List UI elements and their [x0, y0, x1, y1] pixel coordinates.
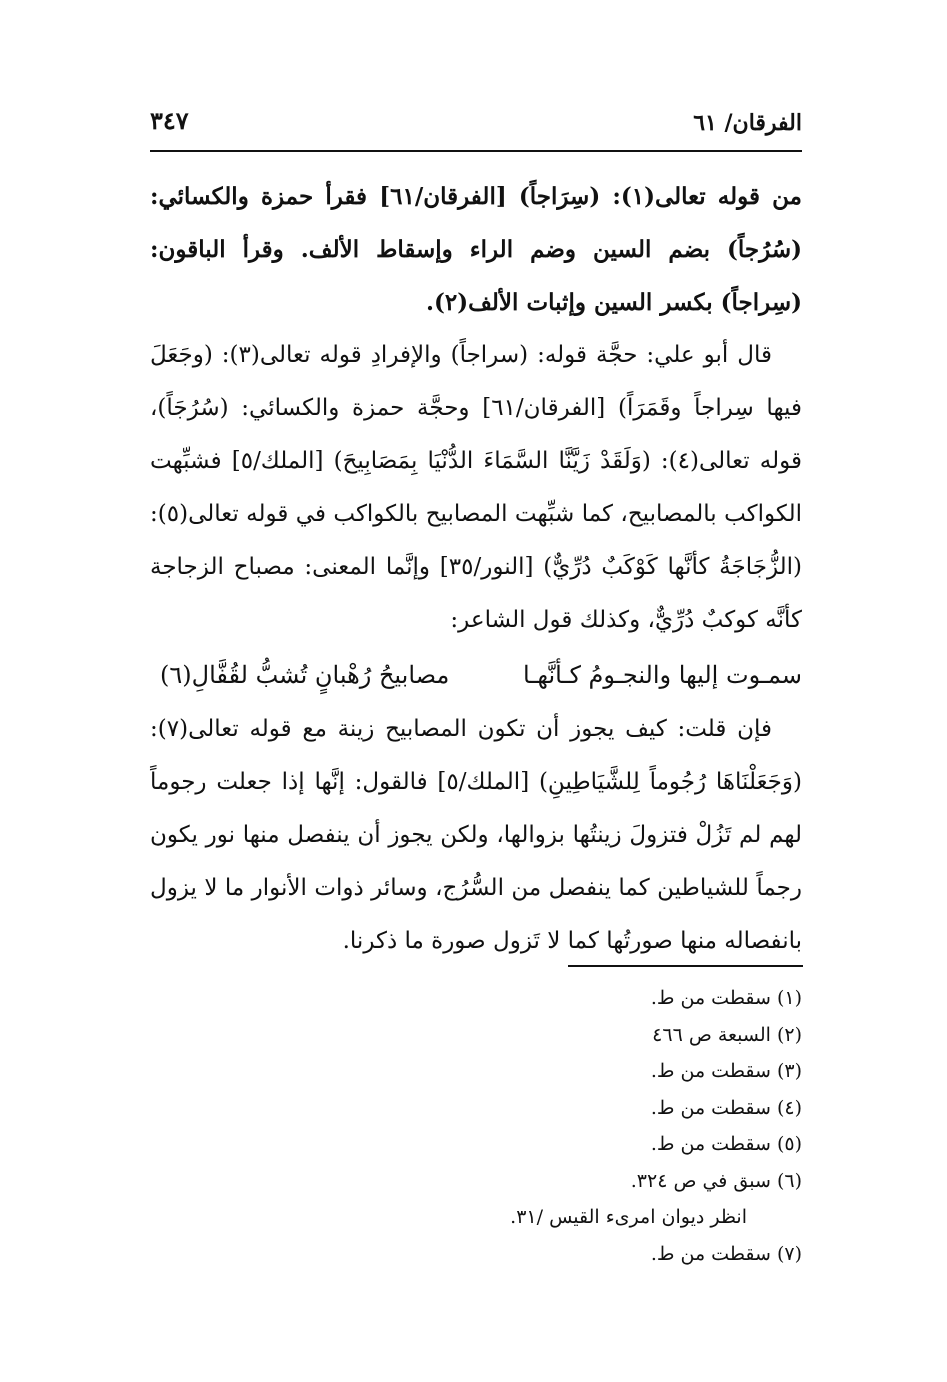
footnote-item [202, 1090, 802, 1127]
paragraph-argument: قال أبو علي: حجَّة قوله: (سراجاً) والإفرادِ قوله تعالى(٣): (وجَعَلَ فيها سِراجاً وقَمَرَاً) [الفرقان/٦١] وحجَّة حمزة والكسائي: (سُرُجَاً)، قوله تعالى(٤): (وَلَقَدْ زَيَّنَّا السَّمَاءَ الدُّنْيَا بِمَصَابِيحَ) [الملك/٥] فشبِّهت الكواكب بالمصابيح، كما شبِّهت المصابيح بالكواكب في قوله تعالى(٥): (الزُّجَاجَةُ كأنَّها كَوْكَبٌ دُرِّيٌّ) [النور/٣٥] وإنَّما المعنى: مصباح الزجاجة كأنَّه كوكبٌ دُرِّيٌّ، وكذلك قول الشاعر: [150, 342, 802, 633]
verse-first-hemistich: سمـوت إليها والنجـومُ كـأنَّهـا [523, 661, 802, 689]
running-head: الفرقان/ ٦١ [693, 110, 802, 136]
footnote-continuation [202, 1199, 802, 1236]
footnote-text: سقطت من ط. [650, 1096, 771, 1119]
footnote-item [202, 980, 802, 1017]
footnote-mark: (٦) [776, 1169, 802, 1192]
footnote-text: انظر ديوان امرىء القيس /٣١. [510, 1206, 747, 1228]
footnote-text: سقطت من ط. [650, 1133, 771, 1155]
footnote-text: السبعة ص ٤٦٦ [652, 1023, 771, 1046]
footnote-text: سقطت من ط. [650, 987, 771, 1009]
main-text [150, 170, 802, 968]
footnote-mark: (٣) [776, 1060, 802, 1082]
footnote-item [202, 1163, 802, 1200]
footnote-item [202, 1126, 802, 1163]
footnote-mark: (١) [776, 987, 802, 1009]
footnote-text: سقطت من ط. [650, 1060, 771, 1082]
footnote-text: سقطت من ط. [650, 1242, 771, 1265]
footnote-item [202, 1017, 802, 1054]
footnote-mark: (٤) [776, 1096, 802, 1119]
footnote-mark: (٧) [776, 1242, 802, 1265]
footnote-rule [568, 965, 803, 967]
poem-verse [150, 647, 802, 703]
footnote-item [202, 1236, 802, 1273]
page-header [150, 102, 802, 142]
paragraph-question: فإن قلت: كيف يجوز أن تكون المصابيح زينة مع قوله تعالى(٧): (وَجَعَلْنَاهَا رُجُوماً لِلشَّيَاطِينِ) [الملك/٥] فالقول: إنَّها إذا جعلت رجوماً لهم لم تَزُلْ فتزولَ زينتُها بزوالها، ولكن يجوز أن ينفصل منها نور يكون رجماً للشياطين كما ينفصل من السُّرُج، وسائر ذوات الأنوار ما لا يزول بانفصاله منها صورتُها كما لا تَزول صورة ما ذكرنا. [150, 716, 802, 954]
verse-second-hemistich: مصابيحُ رُهْبانٍ تُشبُّ لقُفَّالِ(٦) [160, 661, 450, 689]
paragraph-reading-variants: من قوله تعالى(١): (سِرَاجاً) [الفرقان/٦١] فقرأ حمزة والكسائي: (سُرُجاً) بضم السين وضم الراء وإسقاط الألف. وقرأ الباقون: (سِراجاً) بكسر السين وإثبات الألف(٢). [150, 183, 802, 316]
footnotes-list [202, 980, 802, 1272]
page-number: ٣٤٧ [150, 106, 189, 135]
footnote-item [202, 1053, 802, 1090]
header-rule [150, 150, 802, 152]
footnote-text: سبق في ص ٣٢٤. [630, 1169, 771, 1192]
footnote-mark: (٢) [776, 1023, 802, 1046]
footnote-mark: (٥) [776, 1133, 802, 1155]
